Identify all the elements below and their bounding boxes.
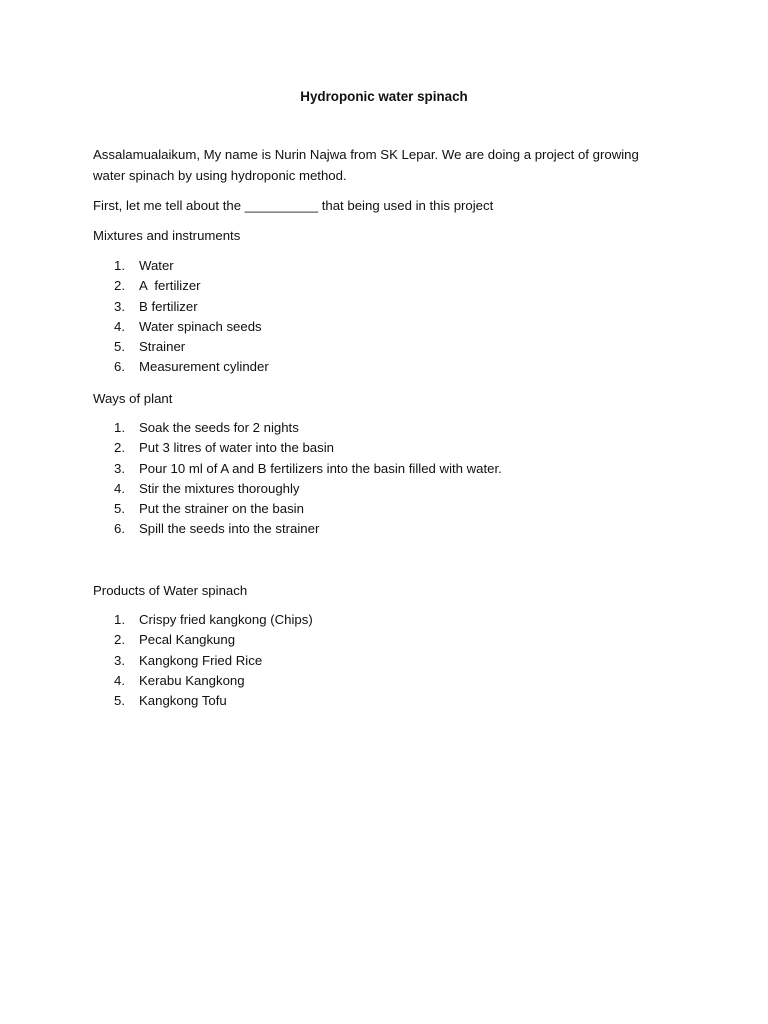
- list-number: 6.: [114, 521, 125, 537]
- list-number: 4.: [114, 672, 125, 688]
- document-title: Hydroponic water spinach: [300, 89, 468, 104]
- list-number: 1.: [114, 612, 125, 627]
- list-item: [93, 479, 693, 499]
- list-item-text: Water spinach seeds: [139, 318, 262, 334]
- products-list: [93, 610, 693, 711]
- list-item: [93, 337, 693, 357]
- list-item: [93, 499, 693, 519]
- list-item: [93, 519, 693, 539]
- list-item-text: Stir the mixtures thoroughly: [139, 480, 300, 496]
- list-number: 3.: [114, 298, 125, 314]
- list-item: [93, 671, 693, 691]
- list-item-text: B fertilizer: [139, 298, 198, 314]
- list-item-text: Crispy fried kangkong (Chips): [139, 612, 313, 627]
- list-item: [93, 610, 693, 630]
- list-number: 5.: [114, 693, 125, 709]
- list-item: [93, 418, 693, 438]
- list-item: [93, 691, 693, 711]
- mixtures-heading: Mixtures and instruments: [93, 228, 241, 243]
- list-item: [93, 297, 693, 317]
- list-number: 1.: [114, 420, 125, 435]
- list-number: 5.: [114, 501, 125, 517]
- intro-paragraph: Assalamualaikum, My name is Nurin Najwa from SK Lepar. We are doing a project of growing water spinach by using hydroponic method.: [93, 147, 639, 183]
- list-item-text: Pour 10 ml of A and B fertilizers into the basin filled with water.: [139, 460, 502, 476]
- list-item-text: Put 3 litres of water into the basin: [139, 440, 334, 456]
- list-number: 3.: [114, 460, 125, 476]
- list-item-text: Measurement cylinder: [139, 359, 269, 375]
- list-item-text: Kangkong Fried Rice: [139, 652, 263, 668]
- list-item: [93, 317, 693, 337]
- list-item: [93, 276, 693, 296]
- list-item-text: Strainer: [139, 339, 186, 355]
- list-number: 3.: [114, 652, 125, 668]
- ways-list: [93, 418, 693, 540]
- list-number: 6.: [114, 359, 125, 375]
- products-heading: Products of Water spinach: [93, 583, 248, 598]
- list-item-text: Kangkong Tofu: [139, 693, 227, 709]
- list-item: [93, 357, 693, 377]
- list-item: [93, 438, 693, 458]
- list-number: 2.: [114, 440, 125, 456]
- list-item: [93, 630, 693, 650]
- list-item: [93, 651, 693, 671]
- ways-heading: Ways of plant: [93, 391, 173, 406]
- list-number: 2.: [114, 632, 125, 648]
- list-item: [93, 256, 693, 276]
- list-number: 4.: [114, 318, 125, 334]
- mixtures-list: [93, 256, 693, 378]
- list-item-text: Water: [139, 258, 174, 273]
- list-item: [93, 459, 693, 479]
- list-item-text: Soak the seeds for 2 nights: [139, 420, 299, 435]
- list-item-text: Spill the seeds into the strainer: [139, 521, 320, 537]
- first-line-paragraph: First, let me tell about the __________ that being used in this project: [93, 198, 494, 213]
- list-number: 2.: [114, 278, 125, 294]
- list-item-text: A fertilizer: [139, 278, 201, 294]
- list-number: 5.: [114, 339, 125, 355]
- list-number: 4.: [114, 480, 125, 496]
- list-item-text: Pecal Kangkung: [139, 632, 236, 648]
- list-item-text: Put the strainer on the basin: [139, 501, 304, 517]
- list-item-text: Kerabu Kangkong: [139, 672, 245, 688]
- list-number: 1.: [114, 258, 125, 273]
